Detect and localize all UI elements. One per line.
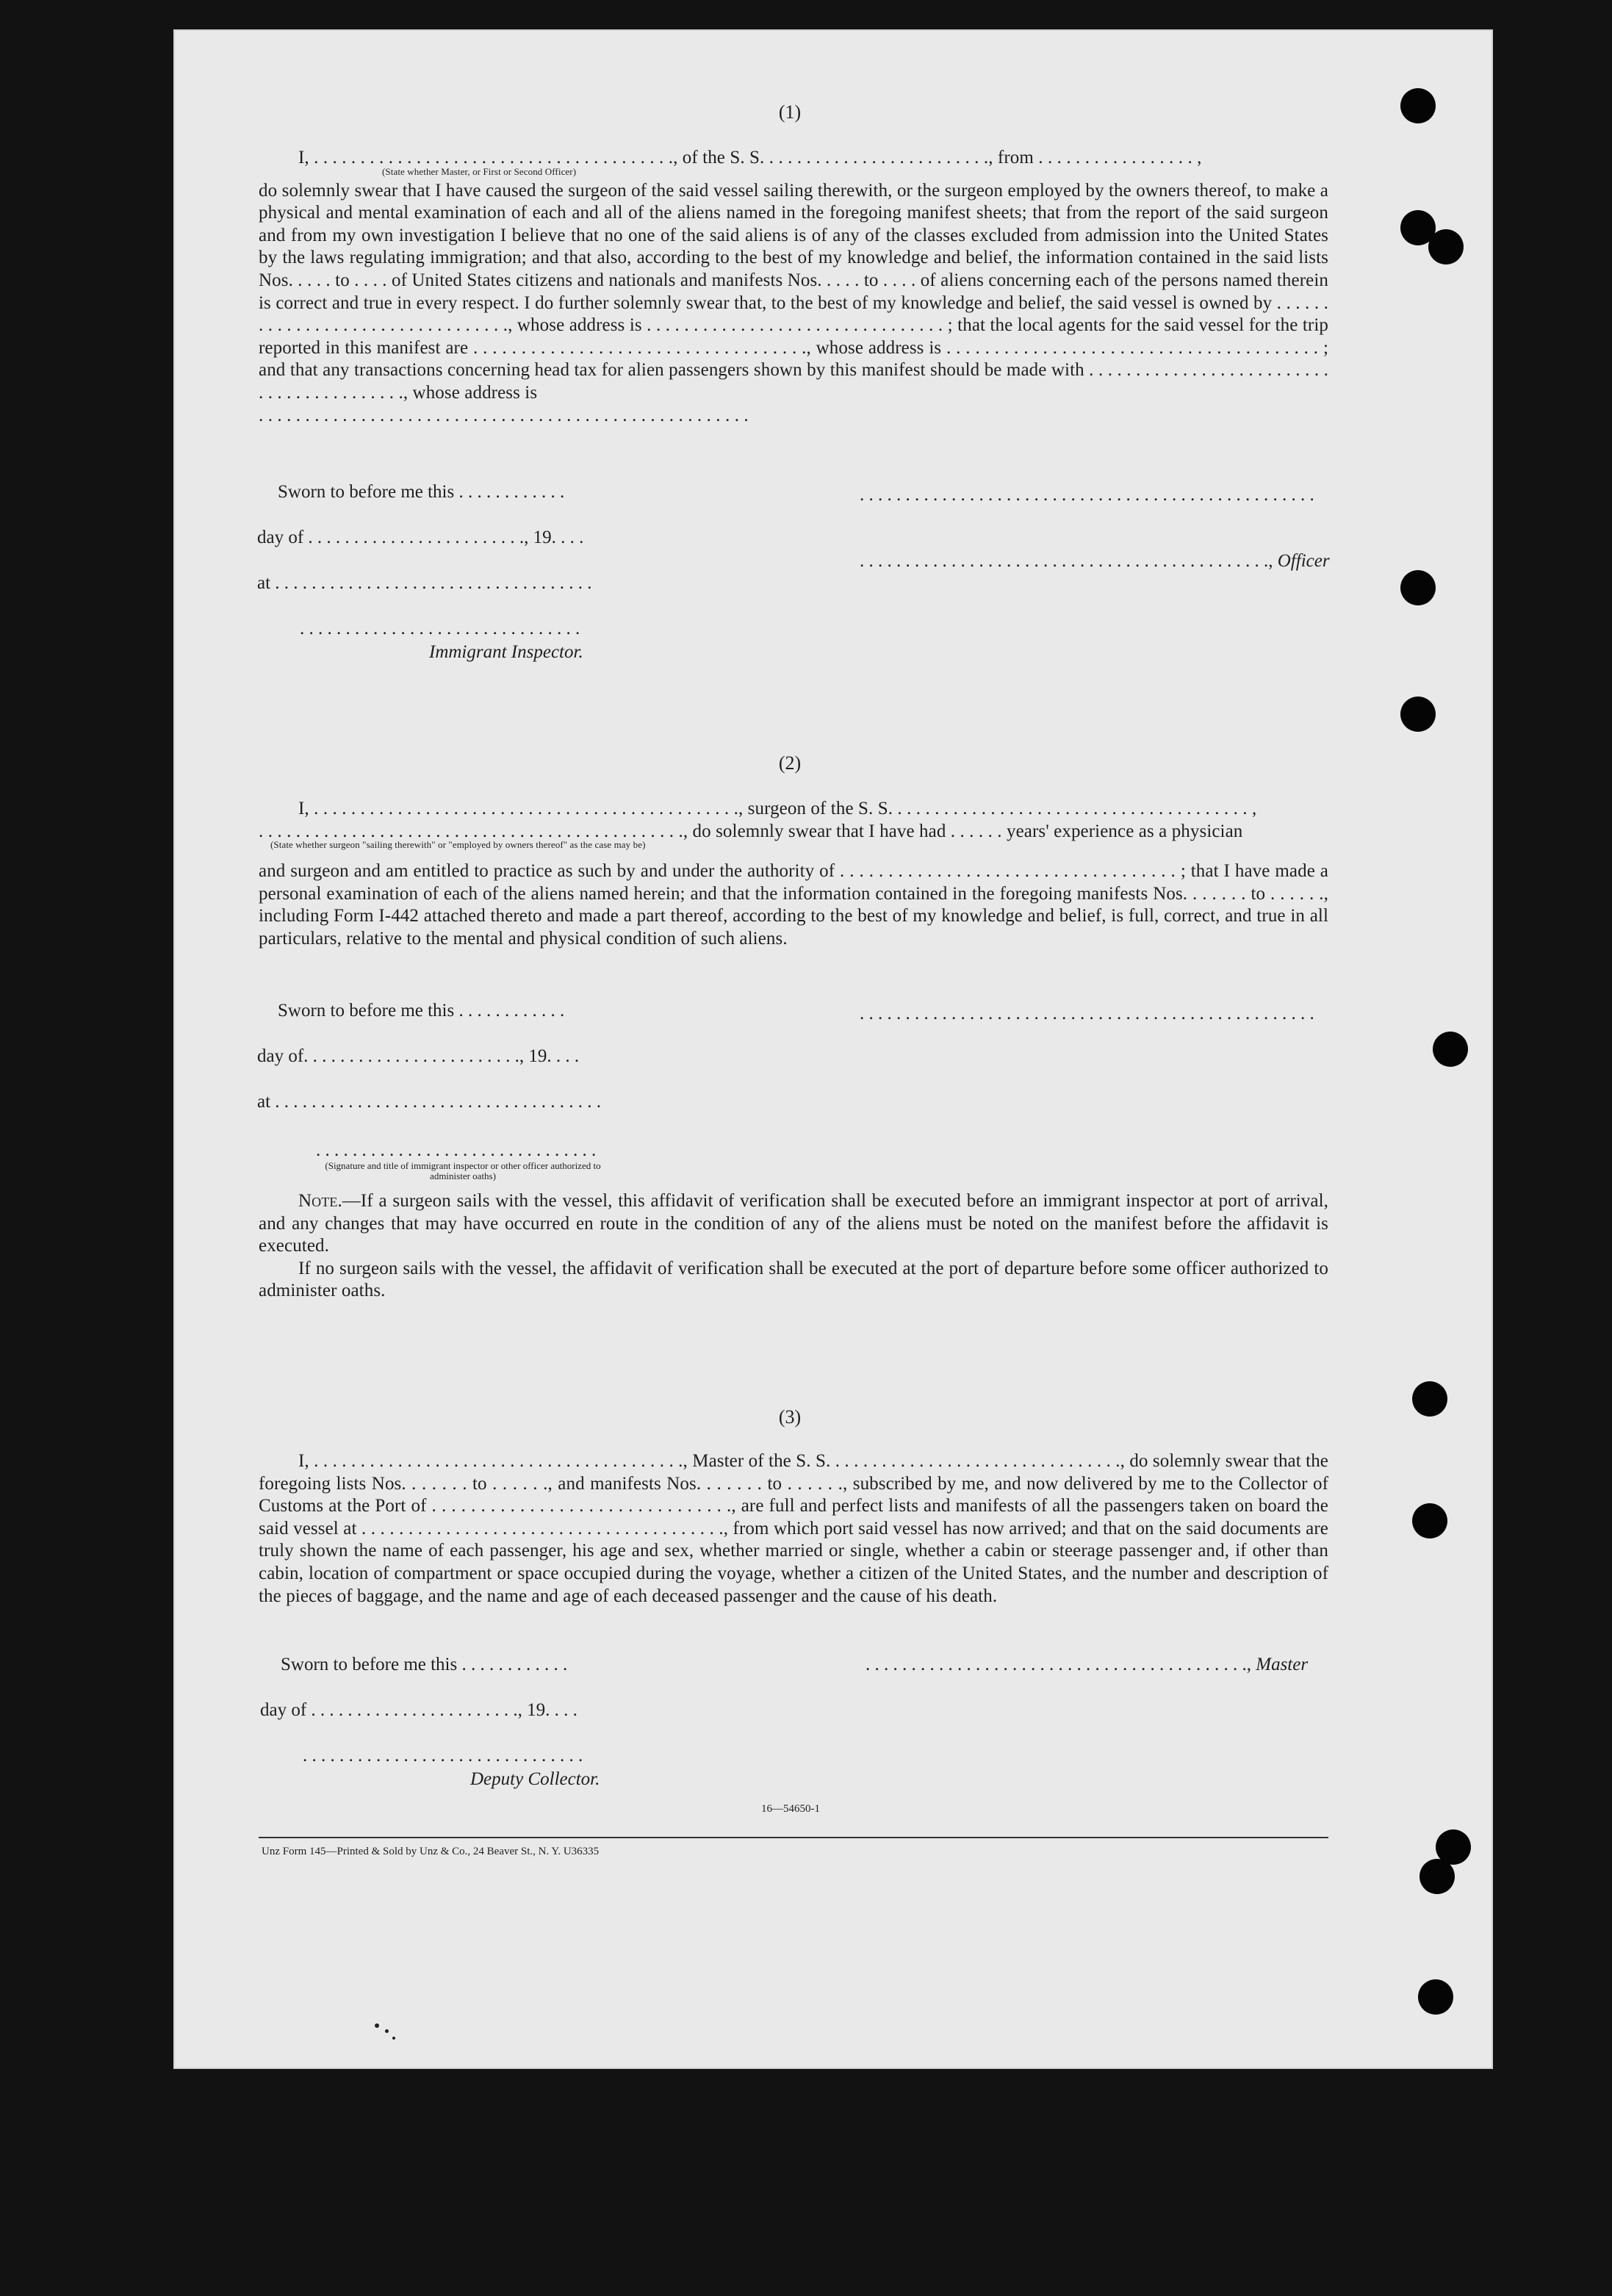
punch-hole — [1412, 1381, 1447, 1417]
section-3-master-line — [866, 1655, 1308, 1675]
section-3-master-label: Master — [1256, 1655, 1309, 1674]
section-2-signature-line: . . . . . . . . . . . . . . . . . . . . . . . . . . . . . . . — [316, 1140, 597, 1160]
form-code: 16—54650-1 — [761, 1803, 820, 1815]
punch-hole — [1420, 1859, 1455, 1894]
section-2-number: (2) — [778, 752, 802, 774]
section-1-officer-dots: . . . . . . . . . . . . . . . . . . . . . . . . . . . . . . . . . . . . . . . . . . . . ., — [860, 551, 1273, 571]
section-3-master-dots: . . . . . . . . . . . . . . . . . . . . . . . . . . . . . . . . . . . . . . . . . ., — [866, 1655, 1251, 1674]
section-1-oath-line: I, . . . . . . . . . . . . . . . . . . . . . . . . . . . . . . . . . . . . . . ., of the S. S. . . . . . . . . . . . . . . . . . . . . . . . ., from . . . . . . . . . . . . . . . . . , — [298, 148, 1202, 168]
section-2-sworn: Sworn to before me this . . . . . . . . . . . . — [278, 1001, 565, 1021]
section-1-officer-line — [860, 551, 1330, 572]
section-2-oath-line: I, . . . . . . . . . . . . . . . . . . . . . . . . . . . . . . . . . . . . . . . . . . . . . ., surgeon of the S. S. . . . . . . . . . . . . . . . . . . . . . . . . . . . . . . . . . . . . . . , — [298, 799, 1257, 818]
section-2-note-text-2: If no surgeon sails with the vessel, the affidavit of verification shall be executed at the port of departure before some officer authorized to administer oaths. — [259, 1258, 1328, 1301]
section-1-day: day of . . . . . . . . . . . . . . . . . . . . . . . ., 19. . . . — [257, 528, 584, 547]
section-2-note-label: Note. — [298, 1191, 342, 1211]
section-1-number: (1) — [778, 101, 802, 123]
section-1-inspector-label: Immigrant Inspector. — [429, 642, 583, 662]
section-3-body: I, . . . . . . . . . . . . . . . . . . . . . . . . . . . . . . . . . . . . . . . ., Master of the S. S. . . . . . . . . . . . . . . . . . . . . . . . . . . . . . . ., do solemnly swear that the foregoing lists Nos. . . . . . . to . . . . . ., and manifests Nos. . . . . . . to . . . . . ., subscribed by me, and now delivered by me to the Collector of Customs at the Port of . . . . . . . . . . . . . . . . . . . . . . . . . . . . . . ., are full and perfect lists and manifests of all the passengers taken on board the said vessel at . . . . . . . . . . . . . . . . . . . . . . . . . . . . . . . . . . . . . . ., from which port said vessel has now arrived; and that on the said documents are truly shown the name of each passenger, his age and sex, whether married or single, whether a cabin or steerage passenger and, if other than cabin, location of compartment or space occupied during the voyage, whether a citizen of the United States, and the number and description of the pieces of baggage, and the name and age of each deceased passenger and the cause of his death. — [259, 1451, 1328, 1606]
punch-hole — [1428, 229, 1464, 264]
section-1-sworn: Sworn to before me this . . . . . . . . . . . . — [278, 482, 565, 502]
section-2 — [259, 798, 1328, 951]
punch-hole — [1400, 88, 1436, 123]
section-1-signature-line: . . . . . . . . . . . . . . . . . . . . . . . . . . . . . . . . . . . . . . . . . . . . . . . . . . — [860, 485, 1314, 505]
section-3-day: day of . . . . . . . . . . . . . . . . . . . . . . ., 19. . . . — [260, 1700, 577, 1720]
section-1-officer-note: (State whether Master, or First or Second Officer) — [382, 165, 577, 177]
section-2-body: and surgeon and am entitled to practice as such by and under the authority of . . . . . . . . . . . . . . . . . . . . . . . . . . . . . . . . . . . ; that I have made a personal examination of each of the aliens named herein; and that the information contained in the foregoing manifests Nos. . . . . . . to . . . . . ., including Form I-442 attached thereto and made a part thereof, according to the best of my knowledge and belief, is full, correct, and true in all particulars, relative to the mental and physical condition of such aliens. — [259, 861, 1328, 949]
punch-hole — [1412, 1503, 1447, 1539]
section-1 — [259, 147, 1328, 427]
section-3-number: (3) — [778, 1406, 802, 1428]
section-3-sworn: Sworn to before me this . . . . . . . . . . . . — [281, 1655, 568, 1674]
punch-hole — [1418, 1979, 1453, 2015]
section-3-signature-line: . . . . . . . . . . . . . . . . . . . . . . . . . . . . . . . — [303, 1746, 583, 1766]
section-2-note-text-1: —If a surgeon sails with the vessel, this affidavit of verification shall be executed before an immigrant inspector at port of arrival, and any changes that may have occurred en route in the condition of any of the aliens must be noted on the manifest before the affidavit is executed. — [259, 1191, 1328, 1256]
section-2-signature-note: (Signature and title of immigrant inspector or other officer authorized to administer oaths) — [325, 1160, 601, 1181]
footer-imprint: Unz Form 145—Printed & Sold by Unz & Co., 24 Beaver St., N. Y. U36335 — [262, 1846, 600, 1857]
section-2-signature-line-right: . . . . . . . . . . . . . . . . . . . . . . . . . . . . . . . . . . . . . . . . . . . . . . . . . . — [860, 1004, 1314, 1023]
section-2-note — [259, 1190, 1328, 1303]
section-1-body: do solemnly swear that I have caused the surgeon of the said vessel sailing therewith, or the surgeon employed by the owners thereof, to make a physical and mental examination of each and all of the aliens named in the foregoing manifest sheets; that from the report of the said surgeon and from my own investigation I believe that no one of the said aliens is of any of the classes excluded from admission into the United States by the laws regulating immigration; and that also, according to the best of my knowledge and belief, the information contained in the said lists Nos. . . . . to . . . . of United States citizens and nationals and manifests Nos. . . . . to . . . . of aliens concerning each of the persons named therein is correct and true in every respect. I do further solemnly swear that, to the best of my knowledge and belief, the said vessel is owned by . . . . . . . . . . . . . . . . . . . . . . . . . . . . . . . . ., whose address is . . . . . . . . . . . . . . . . . . . . . . . . . . . . . . . . ; that the local agents for the said vessel for the trip reported in this manifest are . . . . . . . . . . . . . . . . . . . . . . . . . . . . . . . . . . ., whose address is . . . . . . . . . . . . . . . . . . . . . . . . . . . . . . . . . . . . . . . ; and that any transactions concerning head tax for alien passengers shown by this manifest should be made with . . . . . . . . . . . . . . . . . . . . . . . . . . . . . . . . . . . . . . . . . ., whose address is — [259, 180, 1328, 403]
section-2-experience-line: . . . . . . . . . . . . . . . . . . . . . . . . . . . . . . . . . . . . . . . . . . . . . ., do solemnly swear that I have had . . . . . . years' experience as a physician — [259, 821, 1243, 841]
punch-hole — [1400, 697, 1436, 732]
section-2-at: at . . . . . . . . . . . . . . . . . . . . . . . . . . . . . . . . . . . . — [257, 1092, 602, 1112]
ink-speck — [375, 2023, 379, 2028]
ink-speck — [385, 2029, 389, 2033]
section-2-note-paragraph-1 — [259, 1190, 1328, 1258]
section-2-day: day of. . . . . . . . . . . . . . . . . . . . . . . ., 19. . . . — [257, 1046, 580, 1066]
ink-speck — [392, 2037, 395, 2040]
punch-hole — [1433, 1032, 1468, 1067]
punch-hole — [1400, 570, 1436, 605]
section-1-at: at . . . . . . . . . . . . . . . . . . . . . . . . . . . . . . . . . . . — [257, 573, 592, 593]
section-1-body-end: . . . . . . . . . . . . . . . . . . . . . . . . . . . . . . . . . . . . . . . . . . . . . . . . . . . . . — [259, 405, 749, 425]
section-1-inspector-signature-line: . . . . . . . . . . . . . . . . . . . . . . . . . . . . . . . — [300, 619, 580, 638]
section-3-deputy-collector-label: Deputy Collector. — [470, 1769, 600, 1789]
section-1-officer-label: Officer — [1277, 551, 1330, 571]
footer-rule — [259, 1837, 1328, 1838]
section-2-surgeon-note: (State whether surgeon "sailing therewith" or "employed by owners thereof" as the case may be) — [270, 839, 646, 851]
